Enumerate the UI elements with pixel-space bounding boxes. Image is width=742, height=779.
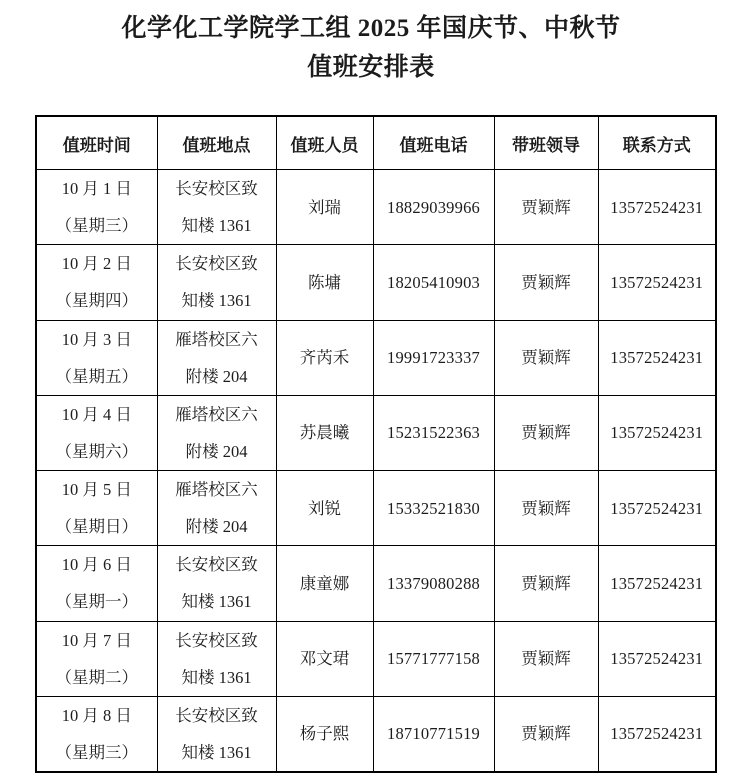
header-duty-leader: 带班领导 [494, 116, 598, 170]
duty-phone-cell: 18829039966 [373, 170, 494, 245]
duty-leader-cell: 贾颖辉 [494, 245, 598, 320]
duty-location-cell: 雁塔校区六 附楼 204 [157, 395, 276, 470]
duty-phone-cell: 13379080288 [373, 546, 494, 621]
duty-person-cell: 杨子熙 [276, 696, 373, 772]
page-title-line1: 化学化工学院学工组 2025 年国庆节、中秋节 [121, 15, 621, 42]
header-duty-phone: 值班电话 [373, 116, 494, 170]
duty-time-cell: 10 月 4 日 （星期六） [36, 395, 157, 470]
header-duty-time: 值班时间 [36, 116, 157, 170]
duty-time-cell: 10 月 1 日 （星期三） [36, 170, 157, 245]
duty-phone-cell: 15771777158 [373, 621, 494, 696]
duty-time-cell: 10 月 8 日 （星期三） [36, 696, 157, 772]
duty-time-cell: 10 月 2 日 （星期四） [36, 245, 157, 320]
duty-leader-cell: 贾颖辉 [494, 170, 598, 245]
duty-leader-cell: 贾颖辉 [494, 320, 598, 395]
table-row [36, 170, 716, 245]
duty-time-cell: 10 月 6 日 （星期一） [36, 546, 157, 621]
duty-time-cell: 10 月 3 日 （星期五） [36, 320, 157, 395]
table-row [36, 621, 716, 696]
duty-time-cell: 10 月 5 日 （星期日） [36, 471, 157, 546]
duty-phone-cell: 18710771519 [373, 696, 494, 772]
duty-phone-cell: 15332521830 [373, 471, 494, 546]
contact-info-cell: 13572524231 [598, 245, 716, 320]
table-row [36, 320, 716, 395]
table-row [36, 696, 716, 772]
duty-schedule-table [35, 115, 717, 773]
contact-info-cell: 13572524231 [598, 471, 716, 546]
duty-person-cell: 康童娜 [276, 546, 373, 621]
duty-location-cell: 雁塔校区六 附楼 204 [157, 320, 276, 395]
duty-phone-cell: 15231522363 [373, 395, 494, 470]
duty-time-cell: 10 月 7 日 （星期二） [36, 621, 157, 696]
table-header-row [36, 116, 716, 170]
header-duty-location: 值班地点 [157, 116, 276, 170]
table-row [36, 546, 716, 621]
duty-person-cell: 邓文珺 [276, 621, 373, 696]
duty-leader-cell: 贾颖辉 [494, 546, 598, 621]
header-contact-info: 联系方式 [598, 116, 716, 170]
duty-leader-cell: 贾颖辉 [494, 696, 598, 772]
duty-person-cell: 刘瑞 [276, 170, 373, 245]
duty-location-cell: 雁塔校区六 附楼 204 [157, 471, 276, 546]
header-duty-person: 值班人员 [276, 116, 373, 170]
page-title-line2: 值班安排表 [307, 53, 435, 81]
duty-location-cell: 长安校区致 知楼 1361 [157, 621, 276, 696]
table-row [36, 395, 716, 470]
table-row [36, 471, 716, 546]
duty-location-cell: 长安校区致 知楼 1361 [157, 170, 276, 245]
contact-info-cell: 13572524231 [598, 170, 716, 245]
duty-person-cell: 陈墉 [276, 245, 373, 320]
duty-person-cell: 苏晨曦 [276, 395, 373, 470]
duty-leader-cell: 贾颖辉 [494, 395, 598, 470]
contact-info-cell: 13572524231 [598, 696, 716, 772]
duty-location-cell: 长安校区致 知楼 1361 [157, 245, 276, 320]
contact-info-cell: 13572524231 [598, 395, 716, 470]
duty-leader-cell: 贾颖辉 [494, 621, 598, 696]
duty-phone-cell: 19991723337 [373, 320, 494, 395]
page-title [20, 10, 722, 88]
contact-info-cell: 13572524231 [598, 621, 716, 696]
duty-phone-cell: 18205410903 [373, 245, 494, 320]
duty-person-cell: 刘锐 [276, 471, 373, 546]
duty-location-cell: 长安校区致 知楼 1361 [157, 696, 276, 772]
contact-info-cell: 13572524231 [598, 546, 716, 621]
duty-location-cell: 长安校区致 知楼 1361 [157, 546, 276, 621]
duty-person-cell: 齐芮禾 [276, 320, 373, 395]
contact-info-cell: 13572524231 [598, 320, 716, 395]
table-row [36, 245, 716, 320]
duty-leader-cell: 贾颖辉 [494, 471, 598, 546]
